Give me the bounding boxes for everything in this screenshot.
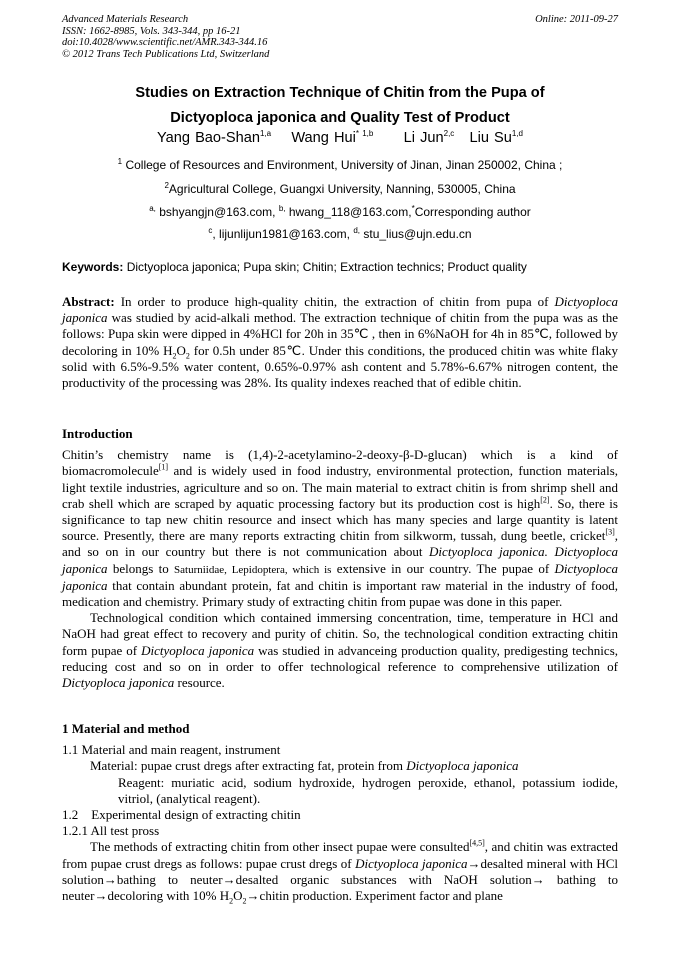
keywords [62,259,618,275]
material-line [62,758,618,774]
intro-p2-text-2: was studied in advanceing production quality, predigesting technics, reducing cost and so on in order to offer technological reference to comprehensive utilization of [62,642,618,674]
keywords-text: Dictyoploca japonica; Pupa skin; Chitin; Extraction technics; Product quality [126,260,527,274]
intro-p2-species-2: Dictyoploca japonica [62,675,175,691]
introduction-paragraph-2 [62,610,618,691]
abstract-species: Dictyoploca japonica [62,294,619,326]
author-2-affil: * 1,b [355,129,374,139]
affiliation-2 [62,181,618,197]
method-sub-2: 2 [242,896,247,906]
abstract-paragraph [62,294,618,391]
affiliation-1 [62,157,618,173]
author-1-affil: 1,a [259,129,272,139]
method-text-4: O [233,888,243,904]
intro-p1-species-1: Dictyoploca japonica. Dictyoploca japonica [62,544,619,576]
journal-name: Advanced Materials Research [62,14,189,25]
corresponding-marker: * [411,204,415,213]
corresponding-author-label: Corresponding author [414,205,531,219]
intro-p1-taxonomy: Saturniidae, Lepidoptera, which is [174,563,332,576]
journal-header [62,14,618,60]
introduction-heading: Introduction [62,426,133,441]
citation-3[interactable]: [3] [605,527,615,537]
introduction-paragraph-1 [62,447,618,610]
abstract-text-4: for 0.5h under 85℃. Under this conditions, the produced chitin was white flaky solid with 6.5%-9.5% water content, 0.65%-0.97% ash content and 5.78%-6.67% nitrogen content, the productivity of the processing was 28%. Its quality indexes reached that of edible chitin. [62,342,618,391]
email-line-2 [62,226,618,242]
method-text-5: →chitin production. Experiment factor and plane [246,888,503,904]
method-sub-1: 2 [229,896,234,906]
method-text-2: , and chitin was extracted from pupae crust dregs as follows: pupae crust dregs of [62,839,618,871]
method-text-3: →desalted mineral with HCl solution→bathing to neuter→desalted organic substances with NaOH solution→ bathing to neuter→decoloring with 10% H [62,855,618,904]
title-line-1: Studies on Extraction Technique of Chitin from the Pupa of [135,85,545,101]
intro-p2-text-1: Technological condition which contained immersing concentration, time, temperature in HCl and NaOH had great effect to recovery and purity of chitin. So, the technological condition extracting chitin form pupae of [62,610,618,658]
abstract-text-3: O [176,342,186,358]
author-4-affil: 1,d [511,129,523,139]
intro-p1-text-6: extensive in our country. The pupae of [336,560,550,576]
author-4: Liu Su [469,130,512,146]
material-method-section [62,721,618,904]
email-b[interactable]: hwang_118@163.com, [288,205,412,219]
method-text-1: The methods of extracting chitin from other insect pupae were consulted [90,839,470,855]
email-c[interactable]: , lijunlijun1981@163.com, [212,227,350,241]
citation-1[interactable]: [1] [158,463,169,473]
affiliation-1-text: College of Resources and Environment, University of Jinan, Jinan 250002, China ; [125,158,563,172]
introduction-section [62,426,618,691]
intro-p1-text-2: and is widely used in food industry, environmental protection, function materials, light textile industries, agriculture and so on. The main material to extract chitin is from shrimp shell and crab shell which are scraped by aquatic processing factory but its production cost is high [62,463,619,511]
email-line-1 [62,204,618,220]
email-a-marker: a, [149,204,156,213]
copyright-line: © 2012 Trans Tech Publications Ltd, Switzerland [62,48,270,60]
author-3: Li Jun [403,130,444,146]
keywords-label: Keywords: [62,260,124,274]
email-a[interactable]: bshyangjn@163.com, [159,205,276,219]
abstract-sub-2: 2 [185,351,190,361]
section-1-heading: 1 Material and method [62,721,190,736]
citation-2[interactable]: [2] [540,495,550,505]
intro-p1-text-7: that contain abundant protein, fat and chitin is important raw material in the industry of food, medication and chemistry. Primary study of extracting chitin from pupae was done in this paper. [62,577,619,610]
email-d-marker: d, [353,226,361,235]
author-list [62,129,618,147]
affiliation-2-marker: 2 [164,181,169,190]
author-1: Yang Bao-Shan [157,130,260,146]
citation-4-5[interactable]: [4,5] [469,839,485,849]
intro-p1-text-4: , and so on in our country but there is not communication about [62,528,618,560]
intro-p1-text-3: . So, there is significance to tap new chitin resource and insect which has many species and large quantity is latent source. Presently, there are many reports extracting chitin from silkworm, tussah, dung beetle, cricket [62,495,618,544]
email-c-marker: c [208,226,213,235]
intro-p2-species-1: Dictyoploca japonica [141,642,255,658]
paper-title [62,81,618,131]
doi-line[interactable]: doi:10.4028/www.scientific.net/AMR.343-344.16 [62,37,268,49]
subsection-1-2-1: 1.2.1 All test pross [62,823,160,839]
author-3-affil: 2,c [443,129,455,139]
material-species: Dictyoploca japonica [406,758,519,774]
online-date: Online: 2011-09-27 [535,14,618,25]
reagent-line: Reagent: muriatic acid, sodium hydroxide, hydrogen peroxide, ethanol, potassium iodide, vitriol, (analytical reagent). [118,774,618,806]
intro-p2-text-3: resource. [177,675,225,691]
abstract-text-1: In order to produce high-quality chitin, the extraction of chitin from pupa of [120,294,549,309]
email-b-marker: b, [278,204,286,213]
abstract-sub-1: 2 [172,351,177,361]
intro-p1-text-1: Chitin’s chemistry name is (1,4)-2-acetylamino-2-deoxy-β-D-glucan) which is a kind of biomacromolecule [62,447,618,479]
intro-p1-species-2: Dictyoploca japonica [62,560,619,593]
abstract-label: Abstract: [62,294,115,309]
author-2: Wang Hui [291,130,356,146]
affiliation-2-text: Agricultural College, Guangxi University, Nanning, 530005, China [168,182,516,196]
material-text: Material: pupae crust dregs after extracting fat, protein from [90,758,403,774]
title-line-2: Dictyoploca japonica and Quality Test of Product [170,110,510,126]
intro-p1-text-5: belongs to [112,560,169,576]
issn-line: ISSN: 1662-8985, Vols. 343-344, pp 16-21 [62,25,241,37]
subsection-1-1: 1.1 Material and main reagent, instrument [62,742,281,758]
abstract [62,294,618,391]
email-d[interactable]: stu_lius@ujn.edu.cn [363,227,472,241]
subsection-1-2: 1.2 Experimental design of extracting chitin [62,807,301,823]
method-species: Dictyoploca japonica [355,855,468,871]
abstract-text-2: was studied by acid-alkali method. The extraction technique of chitin from the pupa was as the follows: Pupa skin were dipped in 4%HCl for 20h in 35℃ , then in 6%NaOH for 4h in 85℃, followed by decoloring in 10% H [62,310,619,358]
affiliation-1-marker: 1 [117,157,123,166]
method-paragraph [62,839,618,904]
